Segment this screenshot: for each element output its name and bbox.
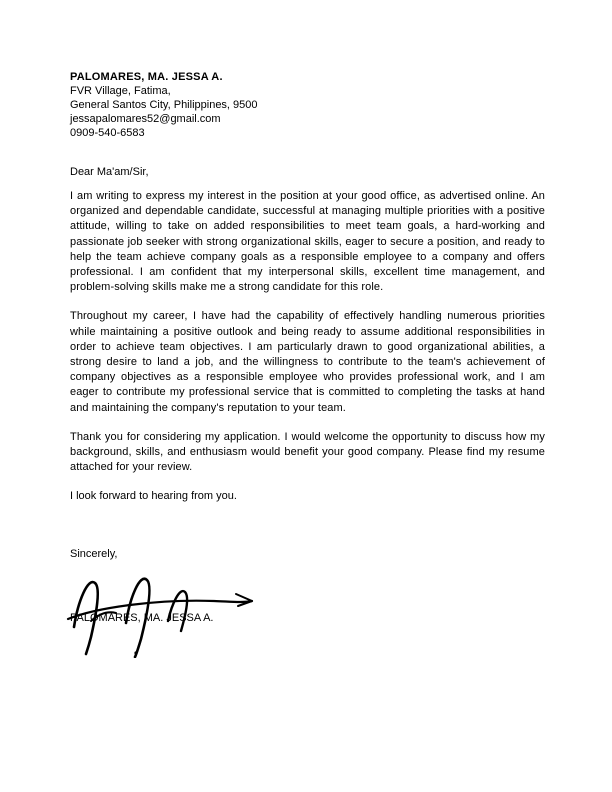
body-paragraph-3: Thank you for considering my application. I would welcome the opportunity to discuss how my background, skills, and enthusiasm would benefit your good company. Please find my resume attached for your review.	[70, 430, 545, 474]
sender-address-line-2: General Santos City, Philippines, 9500	[70, 99, 258, 111]
body-paragraph-1: I am writing to express my interest in the position at your good office, as advertised online. An organized and dependable candidate, successful at managing multiple priorities with a positive attitude, willing to take on added responsibilities to meet team goals, a hard-working and passionate job seeker with strong organizational skills, eager to secure a position, and ready to help the team achieve company goals as a responsible employee to a company and offers professional. I am confident that my interpersonal skills, excellent time management, and problem-solving skills make me a strong candidate for this role.	[70, 190, 545, 294]
sender-email: jessapalomares52@gmail.com	[70, 113, 221, 125]
sender-name: PALOMARES, MA. JESSA A.	[70, 71, 223, 83]
closing-line: I look forward to hearing from you.	[70, 490, 237, 503]
sender-phone: 0909-540-6583	[70, 127, 145, 139]
sender-contact-block	[70, 70, 545, 140]
signature-name: PALOMARES, MA. JESSA A.	[70, 611, 214, 624]
signoff: Sincerely,	[70, 547, 118, 560]
salutation: Dear Ma'am/Sir,	[70, 166, 149, 178]
sender-address-line-1: FVR Village, Fatima,	[70, 85, 171, 97]
body-paragraph-2: Throughout my career, I have had the capability of effectively handling numerous priorities while maintaining a positive outlook and being ready to assume additional responsibilities in order to achieve team objectives. I am particularly drawn to good organizational abilities, a strong desire to land a job, and the willingness to contribute to the team's achievement of company objectives as a responsible employee who provides professional work, and I am eager to contribute my professional service that is committed to completing the tasks at hand and maintaining the company's reputation to your team.	[70, 310, 545, 414]
signature-block	[70, 565, 545, 660]
